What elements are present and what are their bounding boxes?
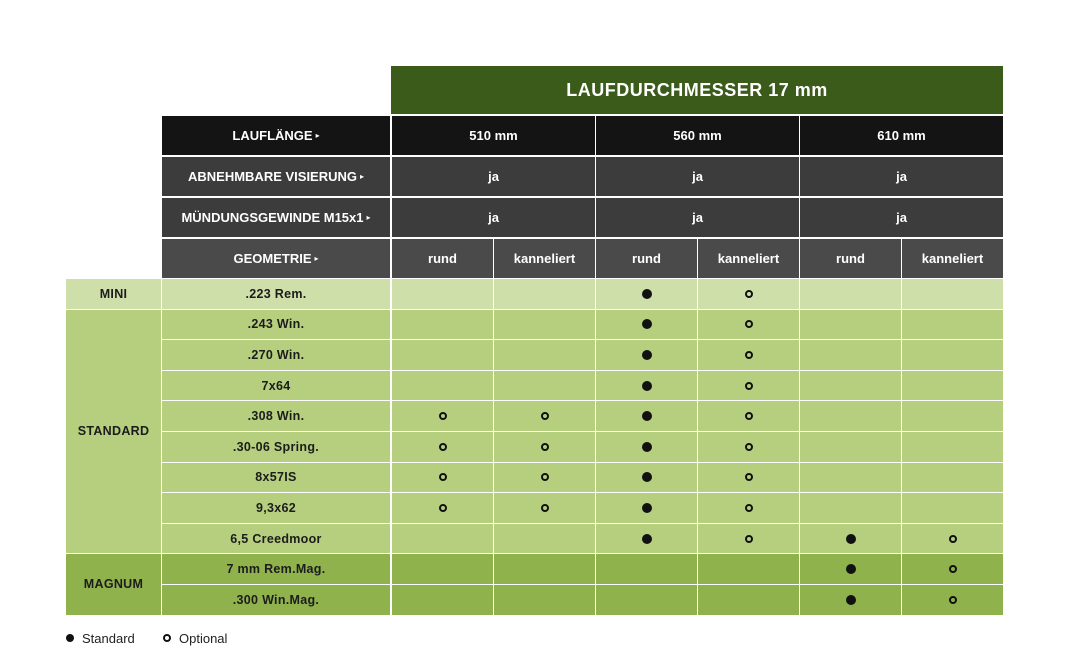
header-label-text: ABNEHMBARE VISIERUNG	[187, 169, 357, 184]
optional-circle-icon	[745, 382, 753, 390]
header-value-text: ja	[692, 210, 703, 225]
mark-cell	[494, 371, 595, 401]
caliber-name: 7x64	[261, 378, 291, 393]
header-value	[596, 198, 799, 237]
mark-cell	[392, 371, 493, 401]
optional-circle-icon	[163, 634, 171, 642]
caliber-name: 7 mm Rem.Mag.	[226, 562, 326, 577]
standard-dot-icon	[642, 289, 652, 299]
header-value-text: 560 mm	[673, 128, 722, 143]
legend-standard	[66, 628, 135, 648]
header-label-text: LAUFLÄNGE	[232, 128, 313, 143]
header-value-text: 510 mm	[469, 128, 518, 143]
mark-cell	[902, 432, 1003, 462]
header-value	[596, 116, 799, 155]
mark-cell	[494, 554, 595, 584]
mark-cell	[902, 493, 1003, 523]
standard-dot-icon	[66, 634, 74, 642]
mark-cell	[494, 279, 595, 309]
geometry-column-header	[698, 239, 799, 278]
mark-cell	[596, 493, 697, 523]
optional-circle-icon	[541, 412, 549, 420]
geometry-column-header	[596, 239, 697, 278]
header-value-text: 610 mm	[877, 128, 926, 143]
mark-cell	[800, 554, 901, 584]
caliber-cell	[162, 493, 390, 523]
optional-circle-icon	[745, 320, 753, 328]
mark-cell	[596, 371, 697, 401]
optional-circle-icon	[949, 596, 957, 604]
caliber-name: 8x57IS	[255, 470, 297, 485]
caliber-cell	[162, 524, 390, 554]
group-name-text: MINI	[99, 286, 128, 301]
mark-cell	[902, 585, 1003, 615]
group-name-text: STANDARD	[77, 424, 150, 439]
mark-cell	[698, 279, 799, 309]
header-value	[800, 198, 1003, 237]
mark-cell	[902, 554, 1003, 584]
arrow-right-icon: ▸	[360, 172, 365, 181]
optional-circle-icon	[439, 412, 447, 420]
caliber-name: 9,3x62	[255, 500, 297, 515]
header-value-text: ja	[896, 210, 907, 225]
caliber-name: .30-06 Spring.	[232, 439, 320, 454]
mark-cell	[494, 585, 595, 615]
mark-cell	[596, 554, 697, 584]
mark-cell	[392, 493, 493, 523]
geometry-column-header	[494, 239, 595, 278]
mark-cell	[800, 432, 901, 462]
optional-circle-icon	[541, 473, 549, 481]
mark-cell	[392, 524, 493, 554]
caliber-name: .243 Win.	[247, 317, 305, 332]
optional-circle-icon	[541, 504, 549, 512]
mark-cell	[698, 493, 799, 523]
legend-standard-label: Standard	[82, 630, 135, 646]
optional-circle-icon	[745, 473, 753, 481]
mark-cell	[800, 463, 901, 493]
mark-cell	[800, 585, 901, 615]
header-value	[392, 157, 595, 196]
arrow-right-icon: ▸	[315, 131, 320, 140]
mark-cell	[698, 585, 799, 615]
group-label	[66, 554, 161, 614]
mark-cell	[902, 463, 1003, 493]
mark-cell	[494, 463, 595, 493]
arrow-right-icon: ▸	[366, 213, 371, 222]
optional-circle-icon	[439, 443, 447, 451]
caliber-cell	[162, 554, 390, 584]
table-banner	[391, 66, 1003, 114]
caliber-cell	[162, 310, 390, 340]
geometry-column-text: rund	[836, 251, 865, 266]
header-row-label	[162, 157, 390, 196]
legend-optional-label: Optional	[179, 630, 228, 646]
geometry-column-text: kanneliert	[717, 251, 780, 266]
mark-cell	[494, 493, 595, 523]
standard-dot-icon	[642, 319, 652, 329]
mark-cell	[698, 524, 799, 554]
mark-cell	[596, 585, 697, 615]
optional-circle-icon	[541, 443, 549, 451]
mark-cell	[494, 310, 595, 340]
header-value	[392, 116, 595, 155]
caliber-cell	[162, 371, 390, 401]
header-label-text: MÜNDUNGSGEWINDE M15x1	[181, 210, 364, 225]
optional-circle-icon	[745, 412, 753, 420]
mark-cell	[902, 340, 1003, 370]
caliber-cell	[162, 340, 390, 370]
mark-cell	[902, 310, 1003, 340]
optional-circle-icon	[439, 473, 447, 481]
optional-circle-icon	[745, 290, 753, 298]
mark-cell	[698, 340, 799, 370]
optional-circle-icon	[439, 504, 447, 512]
mark-cell	[596, 463, 697, 493]
geometry-column-header	[800, 239, 901, 278]
optional-circle-icon	[949, 565, 957, 573]
mark-cell	[392, 463, 493, 493]
standard-dot-icon	[846, 595, 856, 605]
mark-cell	[392, 340, 493, 370]
caliber-name: .300 Win.Mag.	[232, 592, 320, 607]
mark-cell	[800, 340, 901, 370]
optional-circle-icon	[745, 443, 753, 451]
mark-cell	[392, 310, 493, 340]
geometry-label	[162, 239, 390, 278]
geometry-column-header	[902, 239, 1003, 278]
header-value	[596, 157, 799, 196]
standard-dot-icon	[846, 534, 856, 544]
caliber-cell	[162, 585, 390, 615]
geometry-column-text: kanneliert	[921, 251, 984, 266]
standard-dot-icon	[642, 381, 652, 391]
mark-cell	[494, 401, 595, 431]
optional-circle-icon	[949, 535, 957, 543]
geometry-label-text: GEOMETRIE	[233, 251, 312, 266]
caliber-cell	[162, 401, 390, 431]
header-value-text: ja	[692, 169, 703, 184]
mark-cell	[800, 310, 901, 340]
optional-circle-icon	[745, 504, 753, 512]
standard-dot-icon	[642, 534, 652, 544]
mark-cell	[698, 401, 799, 431]
group-label	[66, 310, 161, 554]
optional-circle-icon	[745, 351, 753, 359]
standard-dot-icon	[642, 503, 652, 513]
mark-cell	[392, 279, 493, 309]
mark-cell	[902, 371, 1003, 401]
header-value	[800, 116, 1003, 155]
mark-cell	[698, 432, 799, 462]
group-label	[66, 279, 161, 309]
header-value-text: ja	[488, 169, 499, 184]
header-row-label	[162, 116, 390, 155]
mark-cell	[698, 463, 799, 493]
geometry-column-text: rund	[632, 251, 661, 266]
mark-cell	[698, 310, 799, 340]
mark-cell	[800, 279, 901, 309]
mark-cell	[800, 493, 901, 523]
header-value-text: ja	[896, 169, 907, 184]
mark-cell	[392, 401, 493, 431]
header-value	[392, 198, 595, 237]
mark-cell	[596, 401, 697, 431]
standard-dot-icon	[642, 350, 652, 360]
mark-cell	[392, 585, 493, 615]
mark-cell	[902, 524, 1003, 554]
group-name-text: MAGNUM	[83, 577, 144, 592]
standard-dot-icon	[846, 564, 856, 574]
mark-cell	[392, 432, 493, 462]
mark-cell	[596, 340, 697, 370]
caliber-name: 6,5 Creedmoor	[230, 531, 322, 546]
mark-cell	[494, 524, 595, 554]
legend-optional	[163, 628, 227, 648]
caliber-cell	[162, 463, 390, 493]
mark-cell	[800, 524, 901, 554]
mark-cell	[698, 371, 799, 401]
mark-cell	[596, 524, 697, 554]
geometry-column-text: rund	[428, 251, 457, 266]
header-row-label	[162, 198, 390, 237]
caliber-cell	[162, 279, 390, 309]
geometry-column-text: kanneliert	[513, 251, 576, 266]
mark-cell	[596, 279, 697, 309]
optional-circle-icon	[745, 535, 753, 543]
standard-dot-icon	[642, 442, 652, 452]
caliber-name: .223 Rem.	[245, 286, 307, 301]
arrow-right-icon: ▸	[314, 254, 319, 263]
mark-cell	[392, 554, 493, 584]
header-value-text: ja	[488, 210, 499, 225]
mark-cell	[494, 432, 595, 462]
standard-dot-icon	[642, 411, 652, 421]
standard-dot-icon	[642, 472, 652, 482]
mark-cell	[800, 401, 901, 431]
mark-cell	[902, 401, 1003, 431]
mark-cell	[494, 340, 595, 370]
mark-cell	[596, 310, 697, 340]
banner-title: LAUFDURCHMESSER 17 mm	[566, 79, 828, 100]
caliber-cell	[162, 432, 390, 462]
mark-cell	[800, 371, 901, 401]
mark-cell	[596, 432, 697, 462]
mark-cell	[698, 554, 799, 584]
caliber-name: .308 Win.	[247, 409, 305, 424]
header-value	[800, 157, 1003, 196]
mark-cell	[902, 279, 1003, 309]
geometry-column-header	[392, 239, 493, 278]
caliber-name: .270 Win.	[247, 347, 305, 362]
